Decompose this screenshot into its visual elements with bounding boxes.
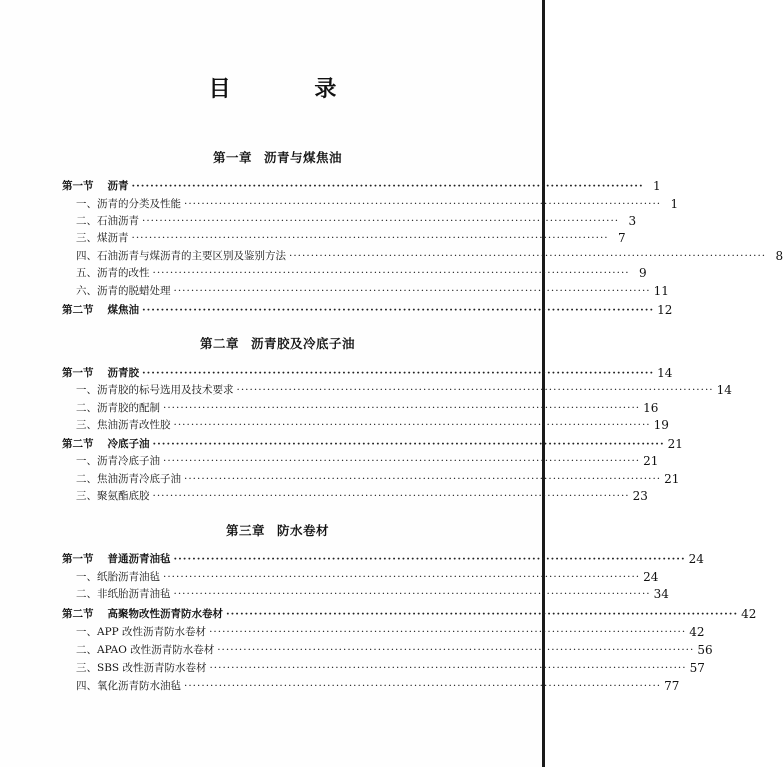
leader-dots: ·············································································································· — [173, 285, 651, 297]
subentry-label: 四、石油沥青与煤沥青的主要区别及鉴别方法 — [76, 250, 286, 262]
toc-subentry[interactable] — [76, 569, 659, 585]
section-number: 第一节 — [62, 180, 94, 192]
toc-subentry[interactable] — [76, 196, 679, 212]
page-number: 8 — [775, 249, 783, 263]
page-number: 21 — [643, 454, 659, 468]
chapter-name: 沥青胶及冷底子油 — [251, 336, 356, 351]
subentry-label: 五、沥青的改性 — [76, 267, 150, 279]
toc-subentry[interactable] — [76, 213, 637, 229]
toc-subentry[interactable] — [76, 417, 669, 433]
section-label: 煤焦油 — [107, 304, 139, 316]
page-number: 11 — [653, 284, 669, 298]
section-number: 第二节 — [62, 304, 94, 316]
leader-dots: ·············································································································· — [142, 367, 655, 379]
toc-section-entry[interactable] — [62, 551, 704, 567]
leader-dots: ·············································································································· — [173, 553, 686, 565]
leader-dots: ·············································································································· — [163, 402, 641, 414]
leader-dots: ·············································································································· — [184, 198, 662, 210]
toc-section-entry[interactable] — [62, 178, 661, 194]
toc-subentry[interactable] — [76, 400, 659, 416]
section-label: 沥青胶 — [107, 367, 139, 379]
page-number: 3 — [628, 214, 637, 228]
section-label: 高聚物改性沥青防水卷材 — [107, 608, 223, 620]
chapter-number: 第三章 — [225, 523, 265, 538]
toc-subentry[interactable] — [76, 265, 647, 281]
subentry-label: 二、非纸胎沥青油毡 — [76, 588, 171, 600]
page-number: 34 — [653, 587, 669, 601]
leader-dots: ·············································································································· — [217, 644, 695, 656]
page-number: 56 — [697, 643, 713, 657]
subentry-label: 三、聚氨酯底胶 — [76, 490, 150, 502]
leader-dots: ·············································································································· — [163, 455, 641, 467]
subentry-label: 三、SBS 改性沥青防水卷材 — [76, 662, 207, 674]
page-number: 14 — [657, 366, 673, 380]
leader-dots: ·············································································································· — [209, 662, 687, 674]
subentry-label: 二、石油沥青 — [76, 215, 139, 227]
subentry-label: 三、煤沥青 — [76, 232, 129, 244]
toc-subentry[interactable] — [76, 624, 705, 640]
section-number: 第二节 — [62, 608, 94, 620]
page-number: 42 — [741, 607, 757, 621]
leader-dots: ·············································································································· — [142, 215, 620, 227]
leader-dots: ·············································································································· — [184, 473, 662, 485]
page-number: 77 — [664, 679, 680, 693]
page-title: 目 录 — [208, 76, 375, 102]
toc-subentry[interactable] — [76, 283, 669, 299]
section-number: 第一节 — [62, 367, 94, 379]
page-number: 14 — [716, 383, 732, 397]
page-number: 7 — [618, 231, 626, 245]
section-label: 普通沥青油毡 — [107, 553, 171, 565]
page-number: 24 — [643, 570, 659, 584]
subentry-label: 六、沥青的脱蜡处理 — [76, 285, 171, 297]
leader-dots: ·············································································································· — [289, 250, 767, 262]
section-label: 沥青 — [107, 180, 129, 192]
subentry-label: 二、焦油沥青冷底子油 — [76, 473, 181, 485]
section-number: 第二节 — [62, 438, 94, 450]
subentry-label: 二、沥青胶的配制 — [76, 402, 160, 414]
toc-section-entry[interactable] — [62, 365, 673, 381]
toc-subentry[interactable] — [76, 453, 659, 469]
leader-dots: ·············································································································· — [184, 680, 662, 692]
toc-subentry[interactable] — [76, 488, 648, 504]
toc-subentry[interactable] — [76, 678, 680, 694]
page-number: 21 — [667, 437, 683, 451]
leader-dots: ·············································································································· — [163, 571, 641, 583]
page-number: 57 — [689, 661, 705, 675]
leader-dots: ·············································································································· — [236, 384, 714, 396]
page-number: 16 — [643, 401, 659, 415]
subentry-label: 一、纸胎沥青油毡 — [76, 571, 160, 583]
page-number: 19 — [653, 418, 669, 432]
subentry-label: 一、沥青冷底子油 — [76, 455, 160, 467]
page-number: 1 — [670, 197, 679, 211]
page-number: 21 — [664, 472, 680, 486]
toc-subentry[interactable] — [76, 230, 626, 246]
chapter-heading — [0, 148, 545, 166]
chapter-name: 防水卷材 — [277, 523, 330, 538]
leader-dots: ·············································································································· — [173, 588, 651, 600]
toc-section-entry[interactable] — [62, 436, 683, 452]
toc-subentry[interactable] — [76, 642, 713, 658]
subentry-label: 一、APP 改性沥青防水卷材 — [76, 626, 207, 638]
leader-dots: ·············································································································· — [142, 304, 655, 316]
leader-dots: ·············································································································· — [152, 267, 630, 279]
page-number: 42 — [689, 625, 705, 639]
toc-section-entry[interactable] — [62, 302, 673, 318]
subentry-label: 二、APAO 改性沥青防水卷材 — [76, 644, 215, 656]
subentry-label: 三、焦油沥青改性胶 — [76, 419, 171, 431]
toc-subentry[interactable] — [76, 586, 669, 602]
subentry-label: 一、沥青胶的标号选用及技术要求 — [76, 384, 234, 396]
toc-section-entry[interactable] — [62, 606, 757, 622]
leader-dots: ·············································································································· — [152, 438, 665, 450]
leader-dots: ·············································································································· — [173, 419, 651, 431]
toc-subentry[interactable] — [76, 382, 732, 398]
chapter-number: 第一章 — [212, 150, 252, 165]
chapter-heading — [0, 334, 545, 352]
leader-dots: ·············································································································· — [131, 180, 644, 192]
leader-dots: ·············································································································· — [131, 232, 609, 244]
toc-subentry[interactable] — [76, 471, 680, 487]
subentry-label: 四、氧化沥青防水油毡 — [76, 680, 181, 692]
leader-dots: ·············································································································· — [152, 490, 630, 502]
page-number: 23 — [632, 489, 648, 503]
chapter-name: 沥青与煤焦油 — [264, 150, 343, 165]
page-number: 12 — [657, 303, 673, 317]
section-number: 第一节 — [62, 553, 94, 565]
toc-subentry[interactable] — [76, 248, 783, 264]
chapter-heading — [0, 521, 545, 539]
leader-dots: ·············································································································· — [209, 626, 687, 638]
page-number: 1 — [652, 179, 661, 193]
chapter-number: 第二章 — [199, 336, 239, 351]
page-number: 9 — [639, 266, 647, 280]
subentry-label: 一、沥青的分类及性能 — [76, 198, 181, 210]
page-number: 24 — [688, 552, 704, 566]
section-label: 冷底子油 — [107, 438, 150, 450]
leader-dots: ·············································································································· — [226, 608, 739, 620]
toc-subentry[interactable] — [76, 660, 705, 676]
